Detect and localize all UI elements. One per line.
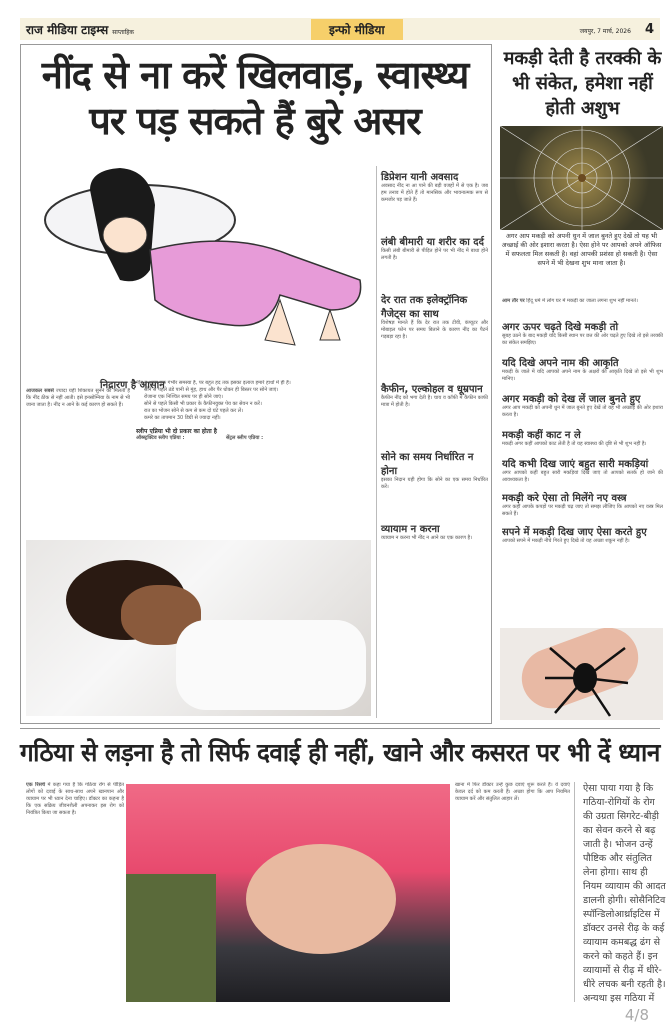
section-title: सपने में मकड़ी दिख जाए ऐसा करते हुए	[502, 527, 647, 538]
spider-body	[502, 298, 663, 626]
central-label: सेंट्रल स्लीप एप्निया :	[226, 435, 264, 441]
col1-bold: एक रिसर्च	[26, 782, 46, 788]
page-number: 4	[644, 21, 654, 37]
intro-text: हिंदू धर्म में लोग घर में मकड़ी का जाला लगना शुभ नहीं मानते।	[526, 298, 638, 304]
arthritis-headline: गठिया से लड़ना है तो सिर्फ दवाई ही नहीं, खाने और कसरत पर भी दें ध्यान	[20, 738, 660, 767]
section-title: लंबी बीमारी या शरीर का दर्द	[381, 237, 484, 248]
main-col2	[136, 380, 370, 530]
spider-on-hand-photo	[500, 628, 663, 720]
tip: • कमरे का तापमान 30 डिग्री से ज्यादा नहीं।	[144, 415, 370, 422]
section-text: किसी लंबी बीमारी से पीड़ित होने पर भी नींद में बाधा होने लगती है।	[381, 248, 488, 261]
dateline	[580, 22, 654, 37]
section-title: मकड़ी करे ऐसा तो मिलेंगे नए वस्त्र	[502, 493, 627, 504]
main-right-col	[376, 166, 488, 718]
section-text: विशेषज्ञ मानते हैं कि देर रात तक टीवी, कंप्यूटर और मोबाइल फोन पर समय बिताने के कारण नींद का पैटर्न गड़बड़ा रहा है।	[381, 320, 488, 340]
section-text: कैफीन नींद को भगा देती है। चाय व कॉफी में कैफीन काफी मात्रा में होती है।	[381, 395, 488, 408]
intro-bold: आम तौर पर	[502, 298, 525, 304]
section-tag: इन्फो मीडिया	[311, 19, 403, 40]
spider-web-photo	[500, 126, 663, 230]
tip: • सोने से पहले ठंडे पानी से मुंह, हाथ और पैर धोकर ही बिस्तर पर सोने जाएं।	[144, 387, 370, 394]
sleeping-woman-illustration	[30, 160, 370, 360]
section-title: यदि कभी दिख जाएं बहुत सारी मकड़ियां	[502, 459, 649, 470]
page-indicator: 4/8	[624, 1006, 649, 1024]
apnea-title: स्लीप एप्निया भी दो प्रकार का होता है	[136, 428, 217, 435]
section-title: कैफीन, एल्कोहल व धूम्रपान	[381, 384, 483, 395]
spider-caption: अगर आप मकड़ी को अपनी धुन में जाल बुनते हुए देखें तो यह भी अच्छाई की ओर इशारा करता है। ऐसा होने पर आपको अपने ऑफिस में सफलता मिल सकती है। वहां आपकी प्रशंसा हो सकती है। ऐसा सपने में भी देखना शुभ माना जाता है।	[501, 232, 662, 267]
web-icon	[500, 126, 663, 230]
section-text: अगर कहीं आपके कपड़ों पर मकड़ी चढ़ जाए तो समझ लीजिए कि आपको नए वस्त्र मिल सकते हैं।	[502, 504, 663, 517]
arthritis-headline-bar	[20, 728, 660, 778]
tip: • रात का भोजन सोने से कम से कम दो घंटे पहले कर लें।	[144, 408, 370, 415]
spider-headline: मकड़ी देती है तरक्की के भी संकेत, हमेशा नहीं होती अशुभ	[503, 48, 662, 119]
brand	[26, 21, 134, 38]
brand-name: राज मीडिया टाइम्स	[26, 22, 109, 37]
section-title: डिप्रेशन यानी अवसाद	[381, 172, 459, 183]
sleeping-woman-photo	[26, 540, 371, 716]
section-text: अगर आप मकड़ी को अपनी धुन में जाल बुनते हुए देखें तो यह भी अच्छाई की ओर इशारा करता है।	[502, 405, 663, 418]
tip: • रोजाना एक निश्चित समय पर ही सोने जाएं।	[144, 394, 370, 401]
hands-on-knee	[246, 844, 396, 954]
section-title: देर रात तक इलेक्ट्रॉनिक गैजेट्स का साथ	[381, 295, 468, 320]
section-text: मकड़ी के जाले में यदि आपको अपने नाम के अक्षरों की आकृति दिखे तो इसे भी शुभ मानिए।	[502, 369, 663, 382]
intro: नींद न आना एक गंभीर समस्या है, पर बहुत हद तक इसका इलाज हमारे हाथों में ही है।	[136, 380, 291, 386]
photo-pillow	[176, 620, 366, 710]
photo-background	[126, 874, 216, 1002]
knee-pain-photo	[126, 784, 450, 1002]
arthritis-highlight: ऐसा पाया गया है कि गठिया-रोगियों के रोग की उग्रता सिगरेट-बीड़ी का सेवन करने से बढ़ जाती है। भोजन उन्हें पौष्टिक और संतुलित लेना होगा। साथ ही नियम व्यायाम की आदत डालनी होगी। सोसैनिटिव स्पॉन्डिलोआर्थ्राइटिस में डॉक्टर उनसे रीढ़ के कई व्यायाम कमबद्ध ढंग से करने को कहते हैं। इन व्यायामों से रीढ़ में धीरे-धीरे लचक बनी रहती है। अन्यथा इस गठिया में	[583, 783, 666, 1004]
face	[103, 217, 147, 253]
section-text: इसका निदान यही होगा कि सोने का एक समय निर्धारित करें।	[381, 477, 488, 490]
date: जयपुर, 7 मार्च, 2026	[579, 27, 631, 35]
section-text: व्यायाम न करना भी नींद न आने का एक कारण है।	[381, 535, 472, 541]
subhead-remedy: निद्रारण है आसान	[100, 380, 165, 391]
obstructive-label: ऑब्स्ट्रक्टिव स्लीप एप्निया :	[136, 435, 185, 441]
section-title: अगर मकड़ी को देख लें जाल बुनते हुए	[502, 394, 641, 405]
main-col1	[26, 388, 130, 536]
arthritis-col1	[26, 782, 124, 1002]
section-text: सुबह उठने के बाद मकड़ी यदि किसी स्थान पर छत की ओर चढ़ते हुए दिखे तो इसे तरक्की का संकेत समझिए।	[502, 333, 663, 346]
section-text: अगर आपको कहीं बहुत सारी मकड़ियां दिख जाएं तो आपको सतर्क हो जाने की आवश्यकता है।	[502, 470, 663, 483]
lead-text: ज्यादा यही शिकायत सुनने को मिलती है कि नींद ठीक से नहीं आती। इसे इनसोम्निया के नाम से भी जाना जाता है। नींद न आने के कई कारण हो सकते हैं।	[26, 388, 130, 408]
col1-text: में कहा गया है कि गठिया रोग से पीड़ित लोगों को दवाई के साथ-साथ अपने खानपान और व्यायाम पर भी ध्यान देना चाहिए। डॉक्टर का कहना है कि एक सक्रिय जीवनशैली अपनाकर इस रोग को नियंत्रित किया जा सकता है।	[26, 782, 124, 816]
section-title: अगर ऊपर चढ़ते दिखे मकड़ी तो	[502, 322, 619, 333]
spider-icon	[540, 638, 630, 718]
section-text: आपको सपने में मकड़ी नीचे गिरते हुए दिखे तो यह अच्छा शकुन नहीं है।	[502, 538, 630, 544]
arthritis-col2: खाना में फिर डॉक्टर उन्हें कुछ दवाएं शुरू करते हैं। ये दवाएं केवल दर्द को कम करती हैं। अच्छा होगा कि आप नियमित व्यायाम करें और संतुलित आहार लें।	[455, 782, 575, 1002]
section-title: सोने का समय निर्धारित न होना	[381, 452, 474, 477]
lead-bold: आजकल सबसे	[26, 388, 54, 394]
main-headline: नींद से ना करें खिलवाड़, स्वास्थ्य पर पड़ सकते हैं बुरे असर	[41, 53, 469, 143]
tip: • सोने से पहले किसी भी प्रकार के कैफीनयुक्त पेय का सेवन न करें।	[144, 401, 370, 408]
masthead	[20, 18, 660, 40]
section-text: मकड़ी अगर कहीं आपको काट लेती है तो यह स्वास्थ्य की दृष्टि से भी शुभ नहीं है।	[502, 441, 647, 447]
section-text: अवसाद नींद ना आ पाने की बड़ी वजहों में से एक है। जब हम तनाव में होते हैं तो मानसिक और भावनात्मक रूप से कमजोर पड़ जाते हैं।	[381, 183, 488, 203]
section-title: मकड़ी कहीं काट न ले	[502, 430, 581, 441]
section-title: यदि दिखे अपने नाम की आकृति	[502, 358, 619, 369]
section-title: व्यायाम न करना	[381, 524, 440, 535]
edition: साप्ताहिक	[112, 28, 134, 36]
